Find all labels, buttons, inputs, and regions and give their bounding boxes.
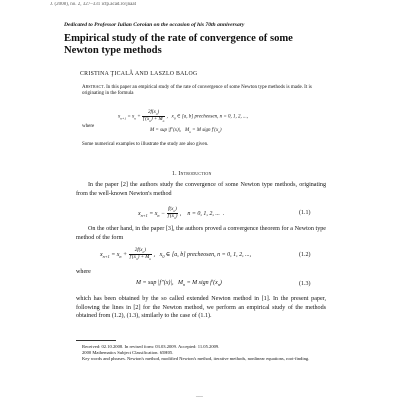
equation-number-1-1: (1.1) (299, 210, 311, 216)
intro-paragraph-1: In the paper [2] the authors study the convergence of some Newton type methods, originating from the well-known Newton's method (76, 182, 326, 197)
footnote-keywords: Key words and phrases. Newton's method, modified Newton's method, iterative methods, nonlinear equations, root-finding. (82, 356, 310, 361)
footnote-rule (76, 340, 116, 341)
equation-number-1-3: (1.3) (299, 281, 311, 287)
equation-1-3: M = sup |f″(x)|, $M_n = M$ sign $f'(x_n)$ (136, 280, 222, 288)
section-title: 1. Introduction (172, 171, 212, 177)
running-header: J. (2008), no. 2, 327–331 ictp.acad.ro/jnaat (50, 2, 136, 7)
where-label: where (76, 269, 91, 275)
authors: CRISTINA ŢICALĂ AND LASZLO BALOG (80, 71, 198, 77)
page-number: ___ (196, 392, 203, 397)
intro-paragraph-3: which has been obtained by the so called extended Newton method in [1]. In the present paper, following the lines in [2] for the Newton method, we perform an empirical study of the methods obtained from (1.2), (1.3), similarly to the case of (1.1). (76, 296, 326, 320)
equation-1-2: $x_{n+1} = x_n$ + $\frac{2f(x_n)}{f'(x_n) + M_n}$ , $x_0$ ∈ [a, b] precheosen, n = 0, 1, 2, ..., (100, 248, 252, 261)
abstract-text: In this paper an empirical study of the rate of convergence of some Newton type methods is made. It is originating in the formula (82, 85, 312, 97)
equation-number-1-2: (1.2) (299, 252, 311, 258)
equation-1-1: $x_{n+1} = x_n$ − $\frac{f(x_n)}{f'(x_n)}$ , n = 0, 1, 2, ... . (138, 207, 225, 220)
abstract-closing: Some numerical examples to illustrate the study are also given. (82, 142, 209, 147)
dedication: Dedicated to Professor Iulian Coroian on the occasion of his 70th anniversary (64, 22, 245, 28)
abstract-label: Abstract. (82, 85, 105, 90)
abstract-equation: $x_{n+1} = x_n$ + $\frac{2f(x_n)}{f'(x_n) + M_n}$ , $x_0$ ∈ [a, b] precheosen, n = 0, 1, 2, ..., (118, 110, 248, 123)
abstract-equation-2: M = sup |f″(x)|, $M_n = M$ sign $f'(x_n)$ (150, 128, 222, 134)
abstract (82, 85, 312, 98)
paper-title: Empirical study of the rate of convergence of some Newton type methods (64, 33, 293, 56)
footnote-classification: 2000 Mathematics Subject Classification. 65H05. (82, 350, 174, 355)
intro-paragraph-2: On the other hand, in the paper [3], the authors proved a convergence theorem for a Newton type method of the form (76, 226, 326, 241)
abstract-where: where (82, 124, 95, 129)
footnote-received: Received: 02.10.2008. In revised form: 03.03.2009. Accepted: 11.05.2009. (82, 344, 220, 349)
